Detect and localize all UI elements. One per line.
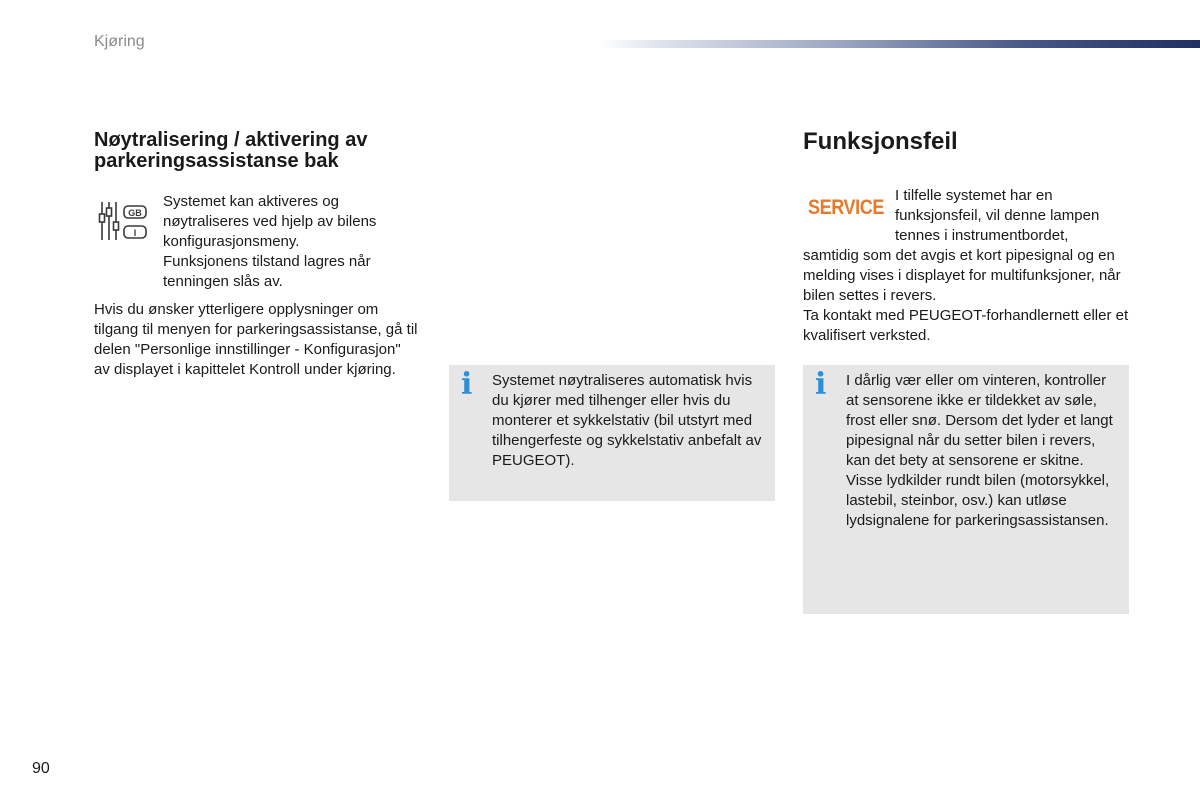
header-gradient-bar (600, 40, 1200, 48)
malfunction-text-signal: samtidig som det avgis et kort pipesignal og en melding vises i displayet for multifunksjoner, når bilen settes i revers. (803, 247, 1121, 304)
settings-sliders-icon (98, 200, 150, 244)
info-box-neutralize (449, 365, 775, 501)
icon-badge-i: I (133, 228, 137, 238)
section-heading-malfunction: Funksjonsfeil (803, 128, 958, 155)
body-paragraph-more-info: Hvis du ønsker ytterligere opplysninger om tilgang til menyen for parkeringsassistanse, gå til delen "Personlige innstillinger - Konfigurasjon" av displayet i kapittelet Kontroll under kjøring. (94, 301, 418, 378)
right-column (803, 128, 1133, 346)
service-warning-block (803, 186, 1133, 346)
page-number: 90 (32, 760, 50, 777)
icon-badge-gb: GB (128, 208, 142, 218)
info-icon: i (461, 367, 473, 402)
malfunction-text-lamp: I tilfelle systemet har en funksjonsfeil, vil denne lampen tennes i instrumentbordet, (895, 187, 1100, 244)
body-text (94, 300, 419, 380)
info-icon: i (815, 367, 827, 402)
setting-text-activate: Systemet kan aktiveres og nøytraliseres ved hjelp av bilens konfigurasjonsmeny. (163, 193, 377, 250)
malfunction-text-contact: Ta kontakt med PEUGEOT-forhandlernett eller et kvalifisert verksted. (803, 307, 1129, 344)
setting-text-state: Funksjonens tilstand lagres når tenningen slås av. (163, 253, 371, 290)
service-warning-lamp-icon: SERVICE (808, 196, 884, 219)
left-column (94, 130, 419, 380)
info-text-trailer: Systemet nøytraliseres automatisk hvis du kjører med tilhenger eller hvis du monterer et sykkelstativ (bil utstyrt med tilhengerfeste og sykkelstativ anbefalt av PEUGEOT). (492, 372, 762, 469)
section-heading-neutralize: Nøytralisering / aktivering av parkeringsassistanse bak (94, 129, 368, 172)
info-box-weather (803, 365, 1129, 614)
info-text-weather: I dårlig vær eller om vinteren, kontroller at sensorene ikke er tildekket av søle, frost eller snø. Dersom det lyder et langt pipesignal når du setter bilen i revers, kan det bety at sensorene er skitne. Visse lydkilder rundt bilen (motorsykkel, lastebil, steinbor, osv.) kan utløse lydsignalene for parkeringsassistansen. (846, 372, 1113, 529)
setting-block (94, 192, 419, 292)
section-label: Kjøring (94, 33, 145, 50)
setting-description (163, 192, 413, 292)
